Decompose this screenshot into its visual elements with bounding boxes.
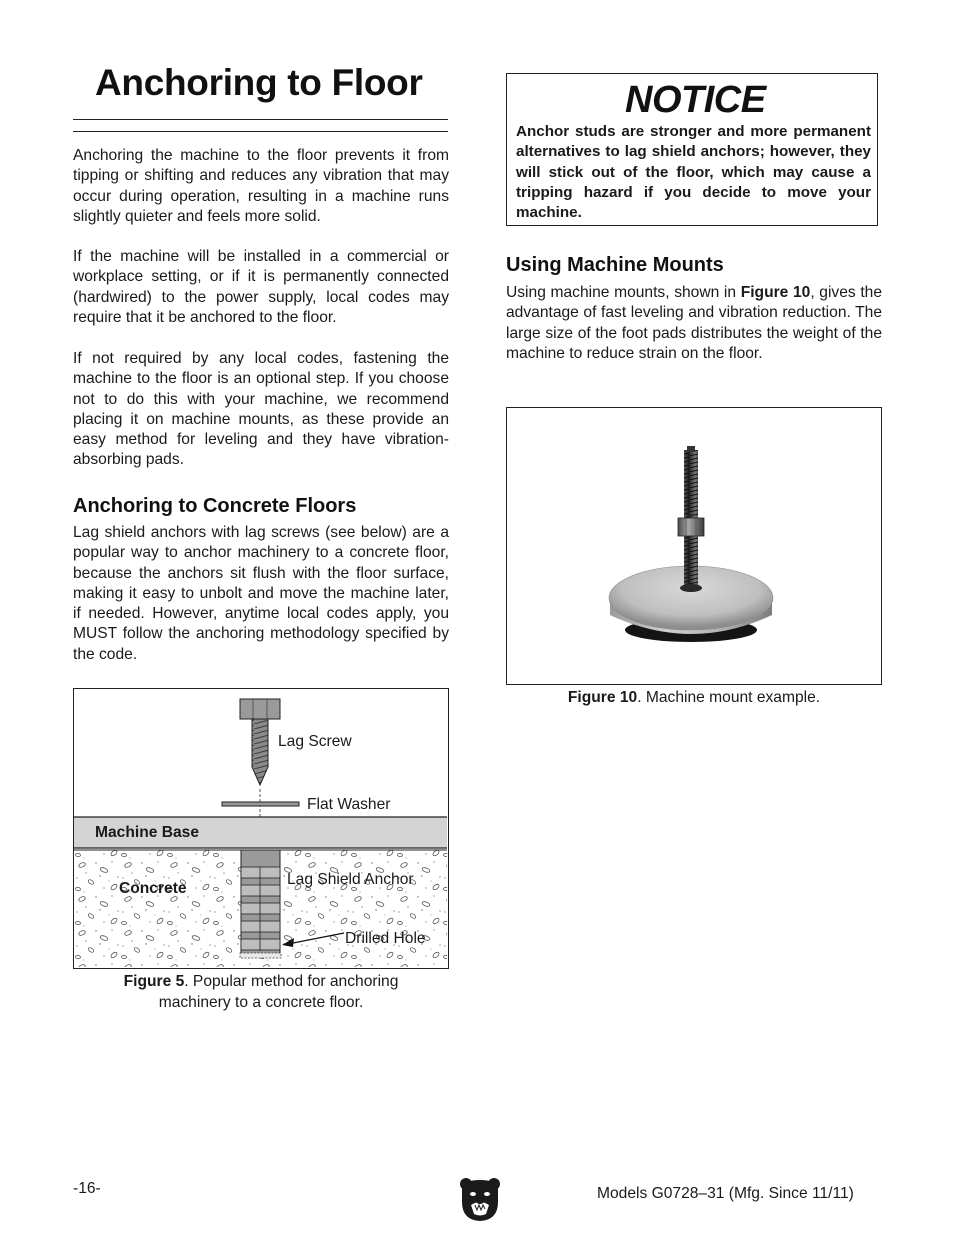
label-concrete: Concrete xyxy=(119,880,187,897)
label-drilled-hole: Drilled Hole xyxy=(345,930,426,947)
leveling-nut xyxy=(678,518,704,536)
notice-text: Anchor studs are stronger and more permanent alternatives to lag shield anchors; however, they will stick out of the floor, which may cause a tripping hazard if you decide to move your machine. xyxy=(516,123,871,222)
bear-head-logo-icon xyxy=(458,1176,502,1222)
figure-10-caption-text: . Machine mount example. xyxy=(637,689,821,706)
machine-mounts-body xyxy=(506,283,882,364)
title-rule-bottom xyxy=(73,131,448,132)
machine-mount-image xyxy=(507,408,880,683)
figure-10-photo xyxy=(506,407,882,685)
machine-mounts-body-start: Using machine mounts, shown in xyxy=(506,284,741,301)
figure-5-caption-label: Figure 5 xyxy=(123,973,185,990)
label-lag-screw: Lag Screw xyxy=(278,733,352,750)
models-info: Models G0728–31 (Mfg. Since 11/11) xyxy=(597,1185,854,1202)
intro-paragraph-2: If the machine will be installed in a commercial or workplace setting, or if it is permanently connected (hardwired) to the power supply, local codes may require that it be anchored to the floor. xyxy=(73,248,449,326)
page-number: -16- xyxy=(73,1180,101,1197)
intro-paragraph-3: If not required by any local codes, fastening the machine to the floor is an optional step. If you choose not to do this with your machine, we recommend placing it on machine mounts, as these provide an easy method for leveling and they have vibration-absorbing pads. xyxy=(73,350,449,469)
concrete-floors-heading: Anchoring to Concrete Floors xyxy=(73,495,357,517)
lag-screw-shank xyxy=(252,719,268,785)
label-flat-washer: Flat Washer xyxy=(307,796,391,813)
label-lag-shield-anchor: Lag Shield Anchor xyxy=(287,871,414,888)
notice-box xyxy=(506,73,878,226)
figure-5-caption xyxy=(73,972,449,1013)
figure-5-caption-line2: machinery to a concrete floor. xyxy=(158,993,364,1011)
flat-washer xyxy=(222,802,299,806)
figure-10-caption-label: Figure 10 xyxy=(567,689,638,706)
lag-screw-head xyxy=(240,699,280,719)
machine-mounts-body-end: , gives the advantage of fast leveling and vibration reduction. The large size of the foot pads distributes the weight of the machine to reduce strain on the floor. xyxy=(506,284,883,362)
lag-shield-anchor xyxy=(241,850,280,954)
intro-paragraph-1: Anchoring the machine to the floor prevents it from tipping or shifting and reduces any vibration that may occur during operation, resulting in a machine runs slightly quieter and feels more solid. xyxy=(73,147,449,225)
concrete-floors-body: Lag shield anchors with lag screws (see below) are a popular way to anchor machinery to a concrete floor, because the anchors sit flush with the floor surface, making it easy to unbolt and move the machine later, if needed. However, anytime local codes apply, you MUST follow the anchoring methodology specified by the code. xyxy=(73,524,449,663)
anchor-diagram-svg xyxy=(74,689,447,967)
figure-5-caption-line1: . Popular method for anchoring xyxy=(184,973,399,990)
figure-10-reference: Figure 10 xyxy=(740,284,811,301)
figure-10-caption xyxy=(506,688,882,709)
figure-5-diagram xyxy=(73,688,449,969)
notice-title: NOTICE xyxy=(625,79,766,121)
title-rule-top xyxy=(73,119,448,120)
page-title: Anchoring to Floor xyxy=(95,62,423,103)
machine-mounts-heading: Using Machine Mounts xyxy=(506,254,724,276)
label-machine-base: Machine Base xyxy=(95,824,200,841)
